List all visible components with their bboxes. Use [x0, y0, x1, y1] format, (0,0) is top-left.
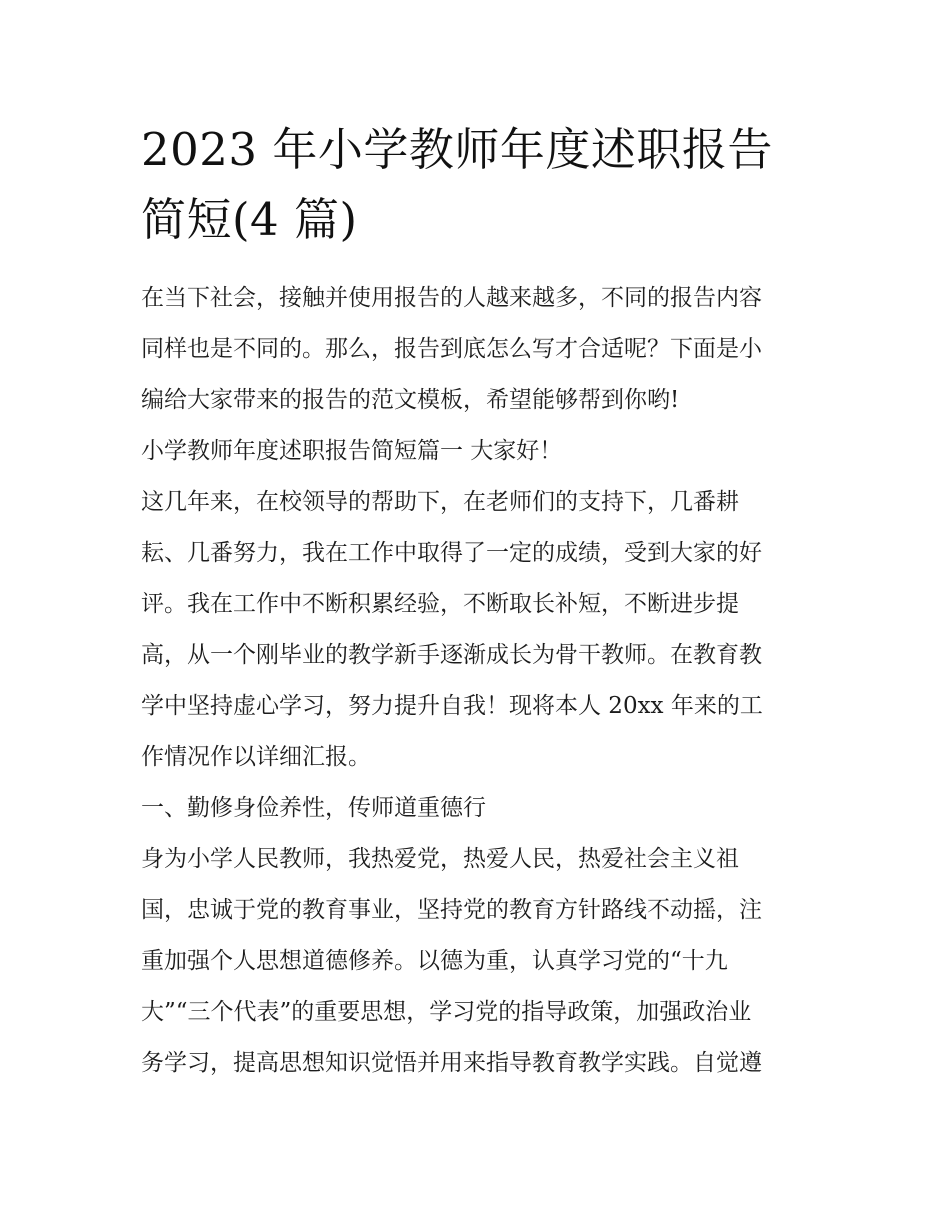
body-line: 务学习，提高思想知识觉悟并用来指导教育教学实践。自觉遵 — [141, 1050, 762, 1076]
body-line: 编给大家带来的报告的范文模板，希望能够帮到你哟! — [141, 387, 680, 413]
body-line: 重加强个人思想道德修养。以德为重，认真学习党的“十九 — [141, 948, 728, 974]
body-line: 高，从一个刚毕业的教学新手逐渐成长为骨干教师。在教育教 — [141, 642, 762, 668]
document-title: 2023 年小学教师年度述职报告 简短(4 篇) — [141, 123, 773, 246]
body-line: 国，忠诚于党的教育事业，坚持党的教育方针路线不动摇，注 — [141, 897, 762, 923]
body-line: 作情况作以详细汇报。 — [141, 744, 371, 770]
body-line: 同样也是不同的。那么，报告到底怎么写才合适呢？下面是小 — [141, 336, 762, 362]
body-line: 耘、几番努力，我在工作中取得了一定的成绩，受到大家的好 — [141, 540, 762, 566]
body-line: 学中坚持虚心学习，努力提升自我！现将本人 20xx 年来的工 — [141, 693, 763, 719]
body-line: 在当下社会，接触并使用报告的人越来越多，不同的报告内容 — [141, 285, 762, 311]
body-line: 评。我在工作中不断积累经验，不断取长补短，不断进步提 — [141, 591, 739, 617]
body-line: 大”“三个代表”的重要思想，学习党的指导政策，加强政治业 — [141, 999, 752, 1025]
document-content — [141, 115, 813, 1089]
body-line: 这几年来，在校领导的帮助下，在老师们的支持下，几番耕 — [141, 489, 739, 515]
section-heading: 一、勤修身俭养性，传师道重德行 — [141, 795, 486, 821]
document-body — [141, 273, 813, 1089]
section-heading: 小学教师年度述职报告简短篇一 大家好！ — [141, 438, 563, 464]
body-line: 身为小学人民教师，我热爱党，热爱人民，热爱社会主义祖 — [141, 846, 739, 872]
